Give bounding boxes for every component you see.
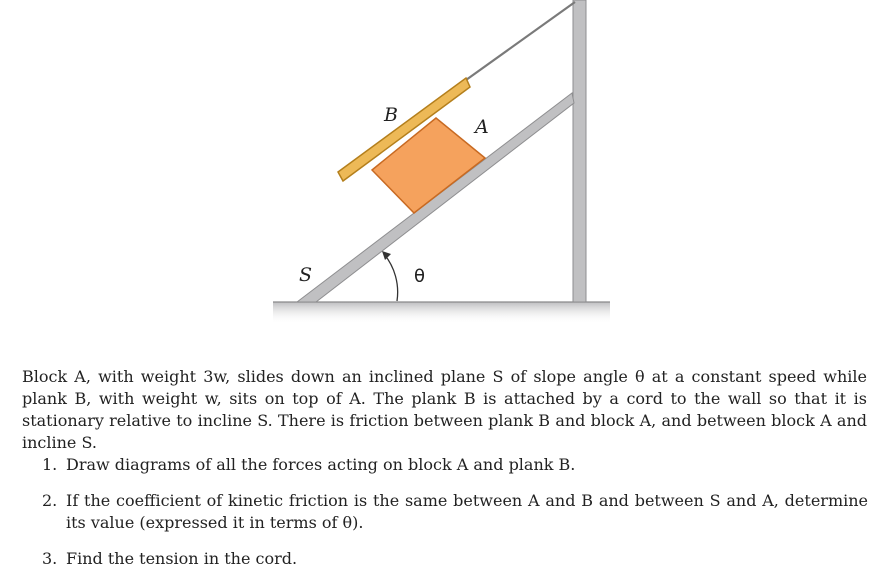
- question-text: Draw diagrams of all the forces acting on block A and plank B.: [66, 455, 576, 474]
- question-text: Find the tension in the cord.: [66, 549, 298, 568]
- label-plank-b: B: [384, 104, 398, 126]
- label-angle-theta: θ: [414, 266, 426, 287]
- question-item: [20, 548, 868, 570]
- wall: [573, 0, 586, 302]
- question-number: 1.: [42, 455, 58, 474]
- question-number: 3.: [42, 549, 58, 568]
- question-number: 2.: [42, 491, 58, 510]
- label-block-a: A: [475, 116, 489, 138]
- angle-arrow-icon: [382, 251, 391, 260]
- question-item: [20, 454, 868, 476]
- label-incline-s: S: [299, 264, 313, 286]
- cord: [466, 2, 575, 80]
- problem-statement: Block A, with weight 3w, slides down an inclined plane S of slope angle θ at a constant speed while plank B, with weight w, sits on top of A. The plank B is attached by a cord to the wall so that it is stationary relative to incline S. There is friction between plank B and block A, and between block A and incline S.: [22, 367, 867, 452]
- angle-arc: [384, 254, 398, 301]
- question-text: If the coefficient of kinetic friction is the same between A and B and between S and A, determine its value (expressed it in terms of θ).: [66, 491, 868, 532]
- block-a: [372, 118, 485, 213]
- ground: [273, 302, 610, 324]
- question-list: [20, 454, 868, 584]
- question-item: [20, 490, 868, 534]
